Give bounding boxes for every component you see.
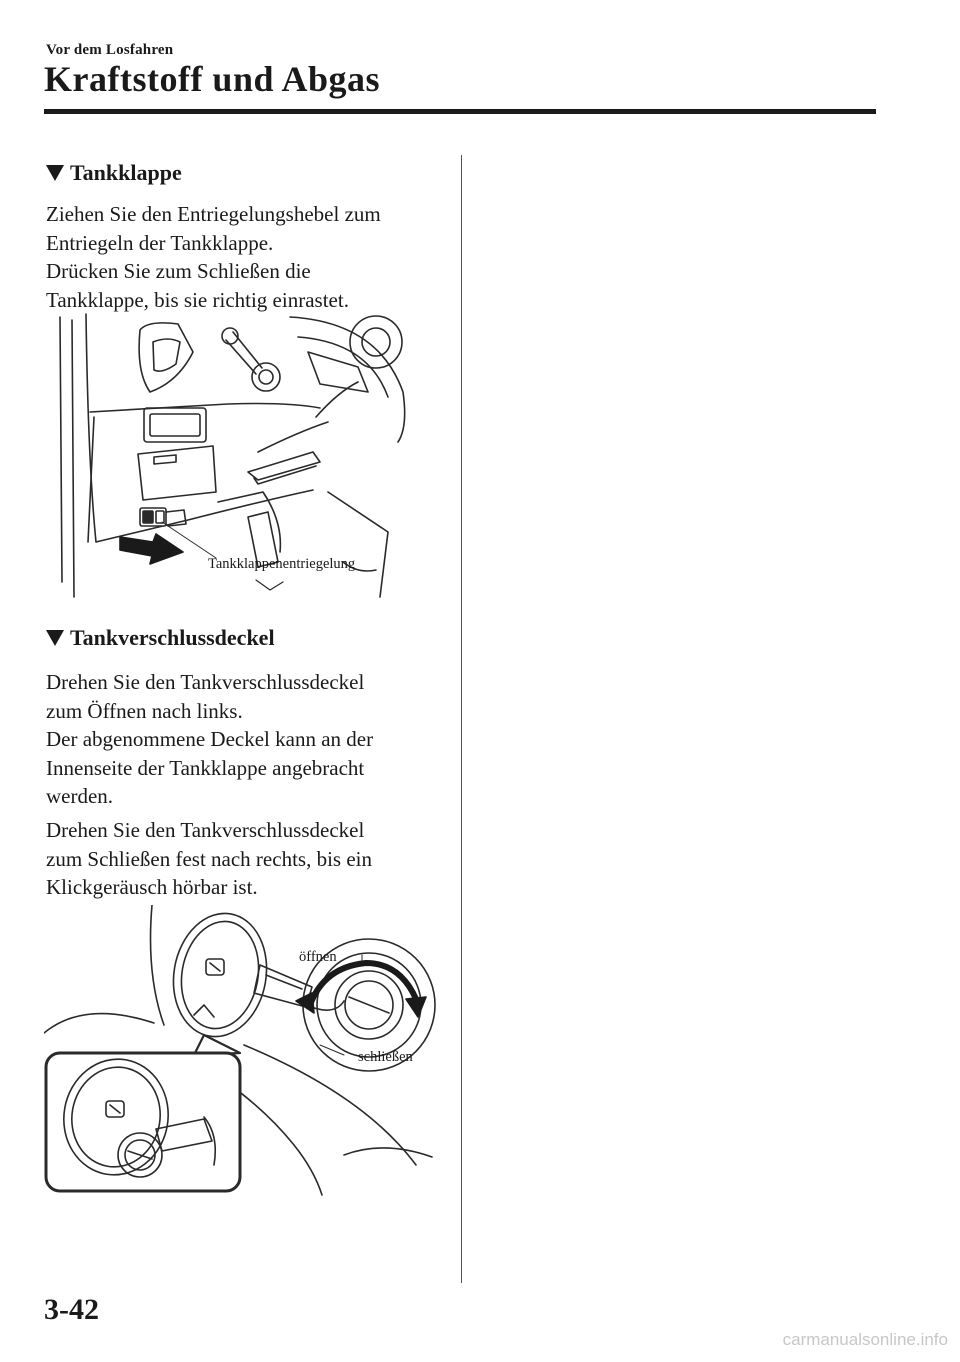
section-heading-text: Tankklappe [70,160,182,185]
paragraph-open-cap [46,668,446,811]
watermark: carmanualsonline.info [782,1330,948,1349]
column-divider [461,155,462,1283]
fuel-door-release-figure [58,312,408,602]
text-line: Tankklappe, bis sie richtig einrastet. [46,287,349,312]
breadcrumb: Vor dem Losfahren [46,42,174,58]
paragraph-tankklappe [46,200,446,314]
text-line: Der abgenommene Deckel kann an der [46,727,374,751]
text-line: werden. [46,784,114,808]
section-heading-tankverschlussdeckel [46,625,275,651]
title-rule [44,109,876,114]
text-line: zum Öffnen nach links. [46,698,243,723]
text-line: Klickgeräusch hörbar ist. [46,875,258,899]
page-title: Kraftstoff und Abgas [44,59,381,99]
text-line: Entriegeln der Tankklappe. [46,230,274,255]
text-line: Ziehen Sie den Entriegelungshebel zum [46,202,381,226]
triangle-bullet-icon [46,165,64,181]
text-line: Drehen Sie den Tankverschlussdeckel [46,818,365,842]
section-heading-text: Tankverschlussdeckel [70,625,275,650]
figure-label-close: schließen [358,1049,413,1065]
figure-label-release: Tankklappenentriegelung [208,556,356,572]
triangle-bullet-icon [46,630,64,646]
section-heading-tankklappe [46,160,182,186]
paragraph-close-cap [46,816,446,902]
text-line: Innenseite der Tankklappe angebracht [46,755,365,780]
text-line: zum Schließen fest nach rechts, bis ein [46,846,372,871]
text-line: Drücken Sie zum Schließen die [46,259,311,283]
text-line: Drehen Sie den Tankverschlussdeckel [46,670,365,694]
page-number: 3-42 [44,1293,99,1326]
figure-label-open: öffnen [299,949,337,965]
fuel-cap-figure [44,905,436,1197]
